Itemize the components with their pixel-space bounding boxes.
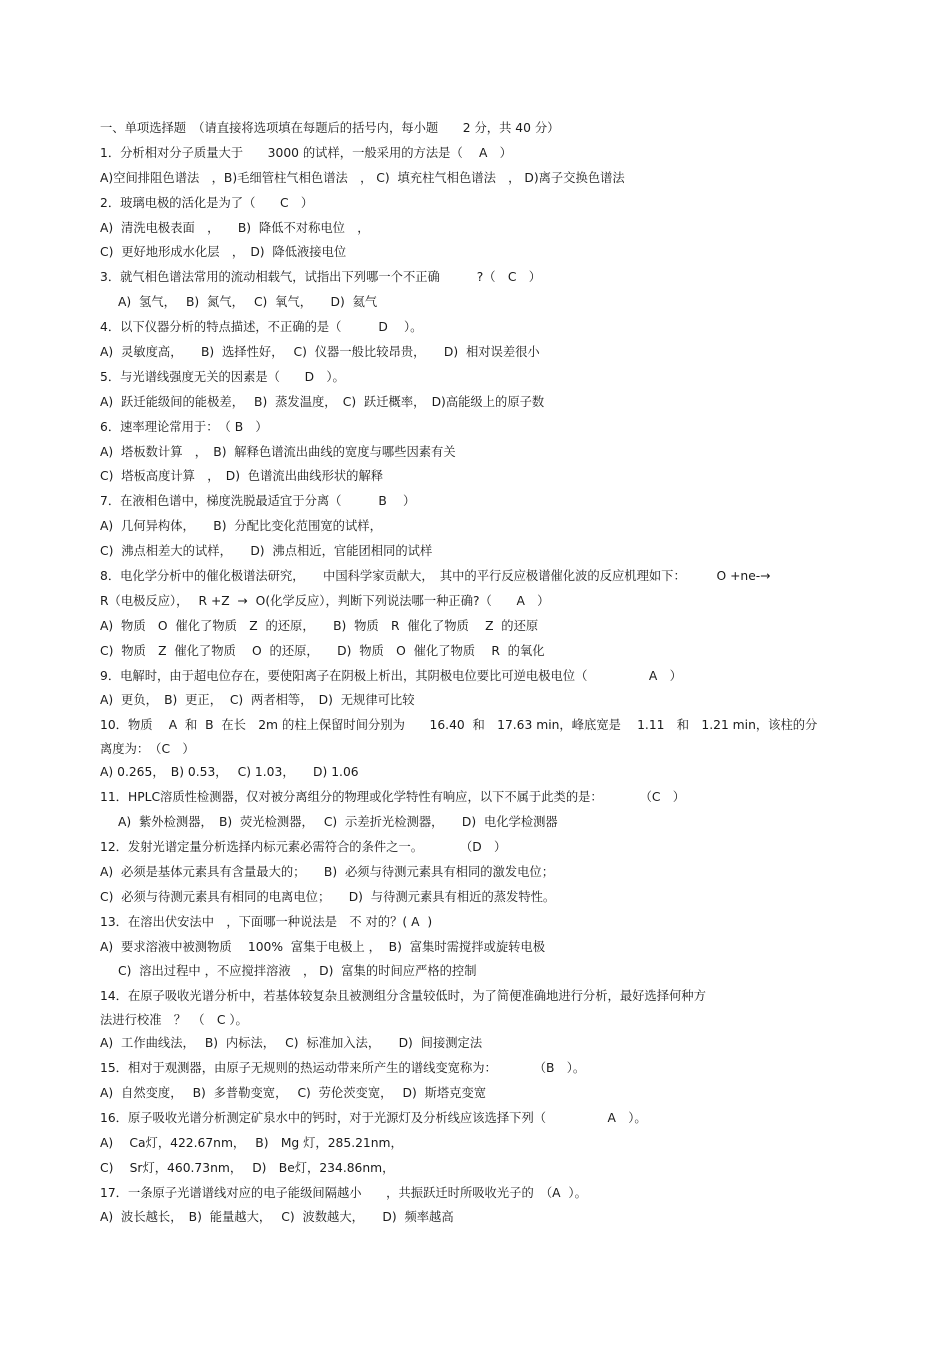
text-line: 12．发射光谱定量分析选择内标元素必需符合的条件之一。 （D ） bbox=[100, 839, 507, 854]
text-line: 13．在溶出伏安法中 ，下面哪一种说法是 不 对的？( A ) bbox=[100, 914, 433, 929]
text-line: 16．原子吸收光谱分析测定矿泉水中的钙时，对于光源灯及分析线应该选择下列（ A ）。 bbox=[100, 1110, 647, 1125]
text-line: A) 工作曲线法， B) 内标法， C) 标准加入法， D) 间接测定法 bbox=[100, 1036, 483, 1051]
text-line: 9．电解时，由于超电位存在，要使阳离子在阴极上析出，其阴极电位要比可逆电极电位（ A ） bbox=[100, 668, 682, 683]
text-line: 离度为： （C ） bbox=[100, 742, 195, 757]
text-line: 6．速率理论常用于： （ B ） bbox=[100, 419, 268, 434]
text-line: 17．一条原子光谱谱线对应的电子能级间隔越小 ，共振跃迁时所吸收光子的 （A ）。 bbox=[100, 1185, 587, 1200]
text-line: 14．在原子吸收光谱分析中，若基体较复杂且被测组分含量较低时，为了简便准确地进行分析，最好选择何种方 bbox=[100, 989, 706, 1004]
text-line: 3．就气相色谱法常用的流动相载气，试指出下列哪一个不正确 ?（ C ） bbox=[100, 270, 542, 285]
text-line: C) 沸点相差大的试样， D) 沸点相近，官能团相同的试样 bbox=[100, 544, 433, 559]
text-line: C) 更好地形成水化层 ， D) 降低液接电位 bbox=[100, 245, 347, 260]
text-line: R（电极反应）， R +Z → O(化学反应），判断下列说法哪一种正确?（ A ） bbox=[100, 593, 550, 608]
text-line: C) Sr灯，460.73nm， D) Be灯，234.86nm， bbox=[100, 1160, 395, 1175]
text-line: C) 必须与待测元素具有相同的电离电位； D) 与待测元素具有相近的蒸发特性。 bbox=[100, 889, 556, 904]
text-line: 8．电化学分析中的催化极谱法研究， 中国科学家贡献大， 其中的平行反应极谱催化波的反应机理如下： O +ne-→ bbox=[100, 569, 771, 584]
text-line: 1．分析相对分子质量大于 3000 的试样，一般采用的方法是（ A ） bbox=[100, 145, 512, 160]
text-line: A) 要求溶液中被测物质 100% 富集于电极上 ， B) 富集时需搅拌或旋转电极 bbox=[100, 939, 546, 954]
text-line: C) 物质 Z 催化了物质 O 的还原， D) 物质 O 催化了物质 R 的氧化 bbox=[100, 643, 545, 658]
text-line: 法进行校准 ？ （ C ）。 bbox=[100, 1013, 248, 1028]
text-line: 15．相对于观测器，由原子无规则的热运动带来所产生的谱线变宽称为： （B ）。 bbox=[100, 1061, 586, 1076]
text-line: C) 溶出过程中 ，不应搅拌溶液 ， D) 富集的时间应严格的控制 bbox=[118, 964, 477, 979]
text-line: 10．物质 A 和 B 在长 2m 的柱上保留时间分别为 16.40 和 17.63 min，峰底宽是 1.11 和 1.21 min，该柱的分 bbox=[100, 718, 818, 733]
text-line: A) 更负， B) 更正， C) 两者相等， D) 无规律可比较 bbox=[100, 693, 415, 708]
text-line: A) 必须是基体元素具有含量最大的； B) 必须与待测元素具有相同的激发电位； bbox=[100, 864, 555, 879]
text-line: A) 氢气， B) 氮气， C) 氧气， D) 氦气 bbox=[118, 295, 378, 310]
text-line: 2．玻璃电极的活化是为了（ C ） bbox=[100, 195, 314, 210]
text-line: A)空间排阻色谱法 ，B)毛细管柱气相色谱法 ， C) 填充柱气相色谱法 ， D)离子交换色谱法 bbox=[100, 170, 625, 185]
text-line: A) 0.265， B) 0.53， C) 1.03， D) 1.06 bbox=[100, 765, 359, 780]
text-line: A) 紫外检测器， B) 荧光检测器， C) 示差折光检测器， D) 电化学检测器 bbox=[118, 815, 558, 830]
text-line: A) Ca灯，422.67nm， B) Mg 灯，285.21nm， bbox=[100, 1135, 403, 1150]
text-line: A) 自然变度， B) 多普勒变宽， C) 劳伦茨变宽， D) 斯塔克变宽 bbox=[100, 1085, 487, 1100]
text-line: 一、单项选择题 （请直接将选项填在每题后的括号内，每小题 2 分，共 40 分） bbox=[100, 121, 560, 135]
text-line: A) 几何异构体， B) 分配比变化范围宽的试样， bbox=[100, 519, 382, 534]
text-line: A) 波长越长， B) 能量越大， C) 波数越大， D) 频率越高 bbox=[100, 1210, 454, 1225]
text-line: 7．在液相色谱中，梯度洗脱最适宜于分离（ B ） bbox=[100, 494, 416, 509]
text-line: A) 塔板数计算 ， B) 解释色谱流出曲线的宽度与哪些因素有关 bbox=[100, 444, 456, 459]
text-line: A) 物质 O 催化了物质 Z 的还原， B) 物质 R 催化了物质 Z 的还原 bbox=[100, 618, 539, 633]
text-line: 11．HPLC溶质性检测器，仅对被分离组分的物理或化学特性有响应，以下不属于此类的是： （C ） bbox=[100, 790, 686, 805]
text-line: A) 跃迁能级间的能极差， B) 蒸发温度， C) 跃迁概率， D)高能级上的原子数 bbox=[100, 394, 545, 409]
text-line: A) 灵敏度高， B) 选择性好， C) 仪器一般比较昂贵， D) 相对误差很小 bbox=[100, 345, 540, 360]
text-line: 5．与光谱线强度无关的因素是（ D ）。 bbox=[100, 369, 345, 384]
text-line: 4．以下仪器分析的特点描述，不正确的是（ D ）。 bbox=[100, 320, 423, 335]
text-line: A) 清洗电极表面 ， B) 降低不对称电位 ， bbox=[100, 220, 370, 235]
text-line: C) 塔板高度计算 ， D) 色谱流出曲线形状的解释 bbox=[100, 469, 384, 484]
exam-document bbox=[100, 116, 830, 1230]
